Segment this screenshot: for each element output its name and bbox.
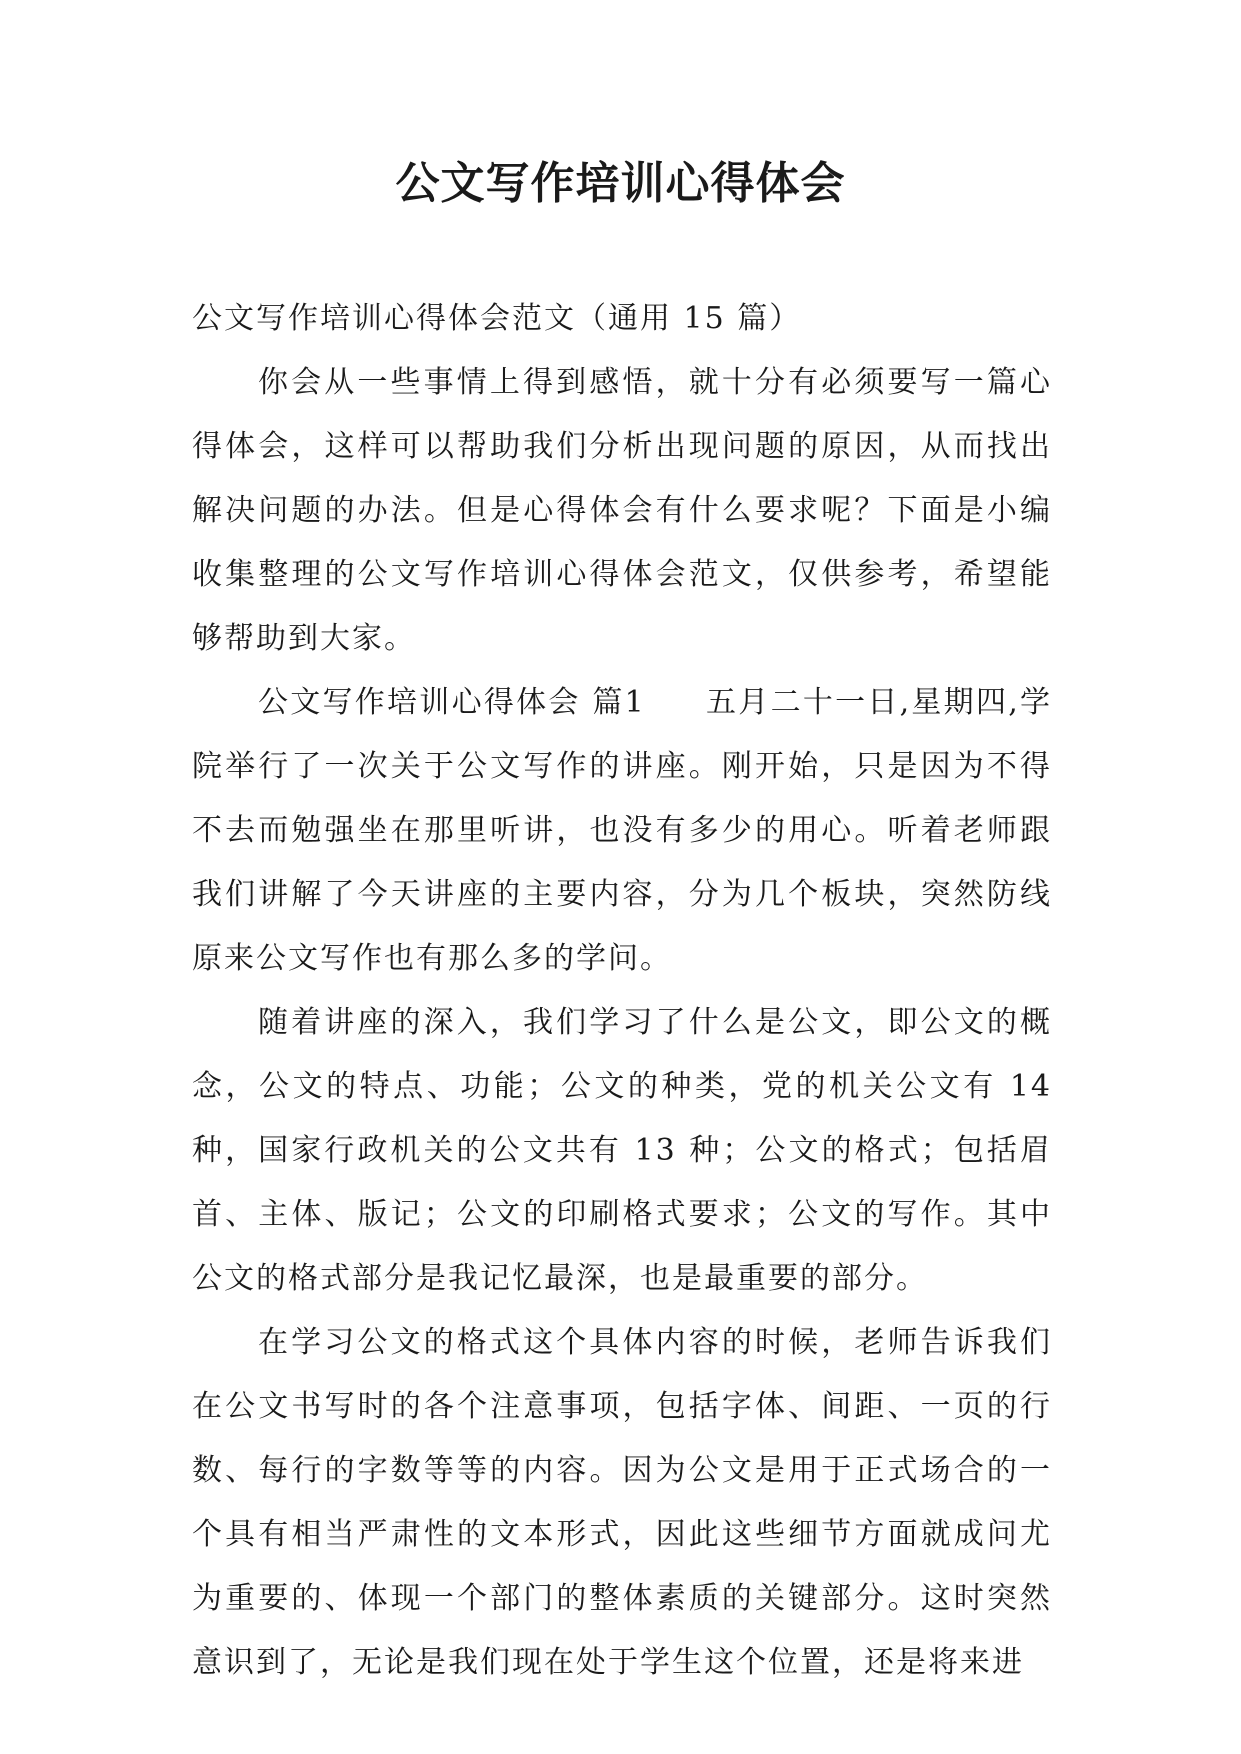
document-subtitle: 公文写作培训心得体会范文（通用 15 篇） bbox=[192, 301, 802, 336]
section-1-heading: 公文写作培训心得体会 篇1 bbox=[258, 685, 646, 720]
section-1-lead-text: 五月二十一日,星期四,学院举行了一次关于公文写作的讲座。刚开始，只是因为不得不去而勉强坐在那里听讲，也没有多少的用心。听着老师跟我们讲解了今天讲座的主要内容，分为几个板块，突然防线原来公文写作也有那么多的学问。 bbox=[192, 685, 1053, 976]
intro-paragraph: 你会从一些事情上得到感悟，就十分有必须要写一篇心得体会，这样可以帮助我们分析出现问题的原因，从而找出解决问题的办法。但是心得体会有什么要求呢？下面是小编收集整理的公文写作培训心得体会范文，仅供参考，希望能够帮助到大家。 bbox=[192, 365, 1052, 656]
document-body bbox=[192, 287, 1052, 1695]
body-paragraph: 随着讲座的深入，我们学习了什么是公文，即公文的概念，公文的特点、功能；公文的种类，党的机关公文有 14 种，国家行政机关的公文共有 13 种；公文的格式；包括眉首、主体、版记；公文的印刷格式要求；公文的写作。其中公文的格式部分是我记忆最深，也是最重要的部分。 bbox=[192, 1005, 1052, 1296]
section-1-paragraph bbox=[192, 671, 1052, 991]
document-title: 公文写作培训心得体会 bbox=[395, 158, 846, 209]
body-paragraph: 在学习公文的格式这个具体内容的时候，老师告诉我们在公文书写时的各个注意事项，包括字体、间距、一页的行数、每行的字数等等的内容。因为公文是用于正式场合的一个具有相当严肃性的文本形式，因此这些细节方面就成问尤为重要的、体现一个部门的整体素质的关键部分。这时突然意识到了，无论是我们现在处于学生这个位置，还是将来进 bbox=[192, 1325, 1052, 1680]
